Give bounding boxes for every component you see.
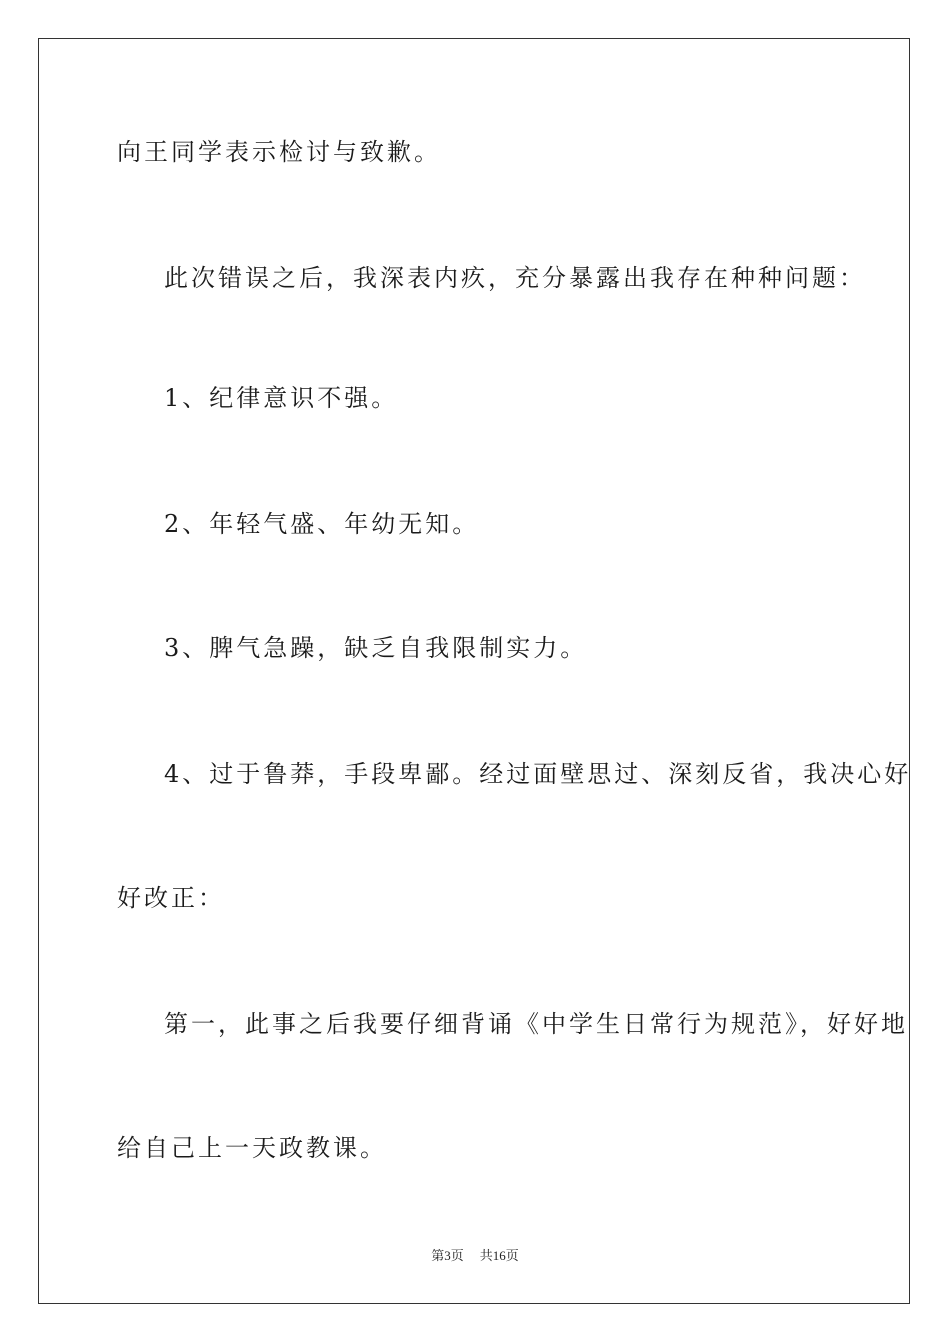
paragraph-line: 1、纪律意识不强。 [164, 384, 399, 412]
page-total: 共16页 [479, 1248, 519, 1263]
paragraph-line: 向王同学表示检讨与致歉。 [117, 138, 441, 166]
paragraph-line: 3、脾气急躁，缺乏自我限制实力。 [164, 634, 588, 662]
paragraph-line: 给自己上一天政教课。 [117, 1134, 387, 1162]
page-number: 第3页 [431, 1248, 464, 1263]
paragraph-line: 2、年轻气盛、年幼无知。 [164, 510, 480, 538]
paragraph-line: 第一，此事之后我要仔细背诵《中学生日常行为规范》，好好地 [164, 1010, 908, 1038]
page-border [38, 38, 910, 1304]
paragraph-line: 4、过于鲁莽，手段卑鄙。经过面壁思过、深刻反省，我决心好 [164, 760, 912, 788]
paragraph-line: 好改正： [117, 884, 225, 912]
page-footer [0, 1247, 950, 1265]
paragraph-line: 此次错误之后，我深表内疚，充分暴露出我存在种种问题： [164, 264, 866, 292]
